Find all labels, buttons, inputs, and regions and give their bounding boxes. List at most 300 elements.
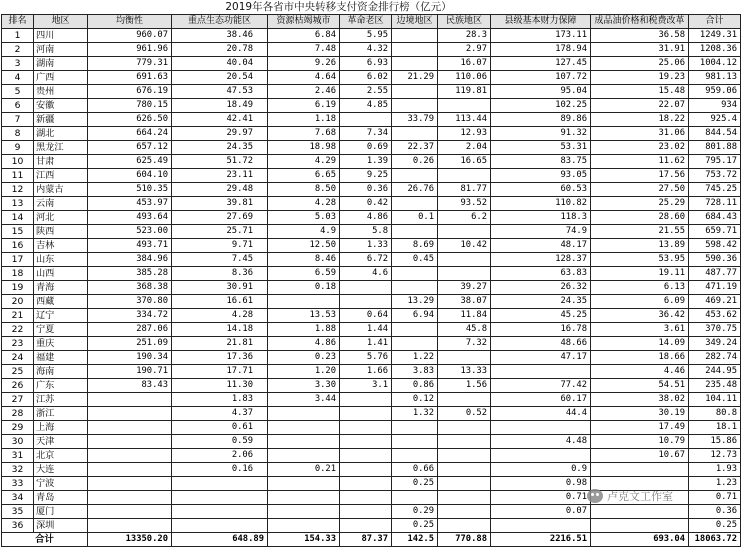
table-row bbox=[2, 351, 741, 365]
region-cell: 西藏 bbox=[34, 295, 88, 309]
total-cell: 770.88 bbox=[438, 533, 491, 547]
table-row bbox=[2, 253, 741, 267]
table-row bbox=[2, 505, 741, 519]
value-cell: 13.33 bbox=[438, 365, 491, 379]
value-cell bbox=[340, 407, 392, 421]
value-cell: 8.46 bbox=[268, 253, 340, 267]
value-cell: 16.78 bbox=[491, 323, 591, 337]
value-cell: 25.71 bbox=[172, 225, 268, 239]
value-cell: 22.37 bbox=[392, 141, 438, 155]
value-cell bbox=[340, 519, 392, 533]
value-cell: 11.62 bbox=[591, 155, 689, 169]
value-cell: 0.18 bbox=[268, 281, 340, 295]
value-cell: 13.89 bbox=[591, 239, 689, 253]
value-cell: 0.1 bbox=[392, 211, 438, 225]
value-cell: 4.64 bbox=[268, 71, 340, 85]
region-cell: 青岛 bbox=[34, 491, 88, 505]
rank-cell: 10 bbox=[2, 155, 34, 169]
region-cell: 吉林 bbox=[34, 239, 88, 253]
value-cell: 173.11 bbox=[491, 29, 591, 43]
rank-cell: 25 bbox=[2, 365, 34, 379]
value-cell: 934 bbox=[689, 99, 741, 113]
value-cell: 190.71 bbox=[88, 365, 172, 379]
rank-cell: 9 bbox=[2, 141, 34, 155]
value-cell: 0.07 bbox=[491, 505, 591, 519]
total-row bbox=[2, 533, 741, 547]
value-cell bbox=[268, 519, 340, 533]
value-cell: 6.94 bbox=[392, 309, 438, 323]
column-header: 资源枯竭城市 bbox=[268, 15, 340, 29]
value-cell bbox=[438, 463, 491, 477]
value-cell: 95.04 bbox=[491, 85, 591, 99]
value-cell: 20.54 bbox=[172, 71, 268, 85]
region-cell: 宁夏 bbox=[34, 323, 88, 337]
rank-cell: 14 bbox=[2, 211, 34, 225]
table-row bbox=[2, 323, 741, 337]
value-cell: 23.02 bbox=[591, 141, 689, 155]
region-cell: 辽宁 bbox=[34, 309, 88, 323]
value-cell: 0.29 bbox=[392, 505, 438, 519]
page-title: 2019年各省市中央转移支付资金排行榜（亿元） bbox=[225, 1, 452, 13]
value-cell: 93.05 bbox=[491, 169, 591, 183]
value-cell bbox=[88, 519, 172, 533]
value-cell: 0.98 bbox=[491, 477, 591, 491]
value-cell: 453.62 bbox=[689, 309, 741, 323]
value-cell: 30.91 bbox=[172, 281, 268, 295]
value-cell bbox=[172, 491, 268, 505]
table-row bbox=[2, 29, 741, 43]
value-cell bbox=[491, 519, 591, 533]
value-cell: 3.83 bbox=[392, 365, 438, 379]
value-cell: 178.94 bbox=[491, 43, 591, 57]
value-cell: 4.46 bbox=[591, 365, 689, 379]
value-cell: 113.44 bbox=[438, 113, 491, 127]
value-cell bbox=[340, 491, 392, 505]
value-cell: 74.9 bbox=[491, 225, 591, 239]
value-cell: 1.20 bbox=[268, 365, 340, 379]
value-cell: 77.42 bbox=[491, 379, 591, 393]
table-row bbox=[2, 393, 741, 407]
value-cell bbox=[438, 169, 491, 183]
column-header: 边境地区 bbox=[392, 15, 438, 29]
value-cell bbox=[392, 29, 438, 43]
value-cell bbox=[438, 421, 491, 435]
value-cell: 8.69 bbox=[392, 239, 438, 253]
table-row bbox=[2, 239, 741, 253]
region-cell: 湖北 bbox=[34, 127, 88, 141]
region-cell: 河南 bbox=[34, 43, 88, 57]
value-cell: 6.59 bbox=[268, 267, 340, 281]
value-cell bbox=[268, 505, 340, 519]
rank-cell: 11 bbox=[2, 169, 34, 183]
column-header: 县级基本财力保障 bbox=[491, 15, 591, 29]
value-cell: 728.11 bbox=[689, 197, 741, 211]
value-cell: 753.72 bbox=[689, 169, 741, 183]
value-cell: 4.86 bbox=[340, 211, 392, 225]
value-cell: 28.60 bbox=[591, 211, 689, 225]
value-cell: 33.79 bbox=[392, 113, 438, 127]
value-cell: 523.00 bbox=[88, 225, 172, 239]
rank-cell: 8 bbox=[2, 127, 34, 141]
value-cell bbox=[438, 253, 491, 267]
rank-cell: 4 bbox=[2, 71, 34, 85]
value-cell: 80.8 bbox=[689, 407, 741, 421]
value-cell: 453.97 bbox=[88, 197, 172, 211]
value-cell: 9.71 bbox=[172, 239, 268, 253]
column-header: 成品油价格和税费改革 bbox=[591, 15, 689, 29]
value-cell bbox=[392, 169, 438, 183]
value-cell: 18.22 bbox=[591, 113, 689, 127]
value-cell: 664.24 bbox=[88, 127, 172, 141]
value-cell bbox=[392, 99, 438, 113]
region-cell: 云南 bbox=[34, 197, 88, 211]
rank-cell: 28 bbox=[2, 407, 34, 421]
value-cell: 19.23 bbox=[591, 71, 689, 85]
value-cell: 20.78 bbox=[172, 43, 268, 57]
column-header: 革命老区 bbox=[340, 15, 392, 29]
region-cell: 甘肃 bbox=[34, 155, 88, 169]
value-cell: 4.28 bbox=[268, 197, 340, 211]
value-cell: 5.95 bbox=[340, 29, 392, 43]
value-cell: 7.68 bbox=[268, 127, 340, 141]
column-header: 均衡性 bbox=[88, 15, 172, 29]
rank-cell: 21 bbox=[2, 309, 34, 323]
table-row bbox=[2, 85, 741, 99]
table-row bbox=[2, 337, 741, 351]
value-cell: 0.25 bbox=[689, 519, 741, 533]
value-cell: 1.32 bbox=[392, 407, 438, 421]
value-cell: 4.48 bbox=[491, 435, 591, 449]
value-cell: 626.50 bbox=[88, 113, 172, 127]
value-cell bbox=[392, 197, 438, 211]
value-cell: 6.2 bbox=[438, 211, 491, 225]
value-cell: 47.17 bbox=[491, 351, 591, 365]
value-cell: 39.81 bbox=[172, 197, 268, 211]
rank-cell: 18 bbox=[2, 267, 34, 281]
value-cell: 190.34 bbox=[88, 351, 172, 365]
table-row bbox=[2, 379, 741, 393]
value-cell bbox=[392, 85, 438, 99]
column-header: 民族地区 bbox=[438, 15, 491, 29]
table-row bbox=[2, 127, 741, 141]
value-cell bbox=[172, 519, 268, 533]
value-cell: 40.04 bbox=[172, 57, 268, 71]
value-cell: 23.11 bbox=[172, 169, 268, 183]
value-cell: 659.71 bbox=[689, 225, 741, 239]
value-cell: 625.49 bbox=[88, 155, 172, 169]
value-cell: 779.31 bbox=[88, 57, 172, 71]
value-cell: 17.49 bbox=[591, 421, 689, 435]
value-cell bbox=[88, 491, 172, 505]
value-cell bbox=[340, 393, 392, 407]
table-row bbox=[2, 169, 741, 183]
value-cell: 385.28 bbox=[88, 267, 172, 281]
table-row bbox=[2, 519, 741, 533]
value-cell bbox=[438, 449, 491, 463]
table-row bbox=[2, 449, 741, 463]
value-cell: 844.54 bbox=[689, 127, 741, 141]
value-cell: 2.04 bbox=[438, 141, 491, 155]
value-cell: 10.79 bbox=[591, 435, 689, 449]
value-cell: 6.72 bbox=[340, 253, 392, 267]
value-cell: 691.63 bbox=[88, 71, 172, 85]
value-cell: 36.42 bbox=[591, 309, 689, 323]
value-cell: 487.77 bbox=[689, 267, 741, 281]
value-cell: 51.72 bbox=[172, 155, 268, 169]
value-cell: 89.86 bbox=[491, 113, 591, 127]
table-row bbox=[2, 113, 741, 127]
value-cell: 0.52 bbox=[438, 407, 491, 421]
rank-cell: 35 bbox=[2, 505, 34, 519]
value-cell bbox=[172, 477, 268, 491]
table-row bbox=[2, 267, 741, 281]
table-row bbox=[2, 155, 741, 169]
rank-cell: 33 bbox=[2, 477, 34, 491]
value-cell: 469.21 bbox=[689, 295, 741, 309]
value-cell: 510.35 bbox=[88, 183, 172, 197]
value-cell: 31.06 bbox=[591, 127, 689, 141]
value-cell bbox=[438, 225, 491, 239]
region-cell: 青海 bbox=[34, 281, 88, 295]
rank-cell: 17 bbox=[2, 253, 34, 267]
table-body bbox=[2, 29, 741, 533]
total-cell: 142.5 bbox=[392, 533, 438, 547]
value-cell: 81.77 bbox=[438, 183, 491, 197]
value-cell: 251.09 bbox=[88, 337, 172, 351]
region-cell: 湖南 bbox=[34, 57, 88, 71]
value-cell: 9.26 bbox=[268, 57, 340, 71]
value-cell: 657.12 bbox=[88, 141, 172, 155]
rank-cell: 5 bbox=[2, 85, 34, 99]
value-cell: 1.83 bbox=[172, 393, 268, 407]
value-cell: 44.4 bbox=[491, 407, 591, 421]
value-cell: 45.25 bbox=[491, 309, 591, 323]
value-cell: 3.30 bbox=[268, 379, 340, 393]
value-cell: 53.31 bbox=[491, 141, 591, 155]
region-cell: 福建 bbox=[34, 351, 88, 365]
value-cell: 12.73 bbox=[689, 449, 741, 463]
value-cell: 7.32 bbox=[438, 337, 491, 351]
value-cell: 0.42 bbox=[340, 197, 392, 211]
value-cell bbox=[392, 449, 438, 463]
table-row bbox=[2, 463, 741, 477]
value-cell: 384.96 bbox=[88, 253, 172, 267]
value-cell bbox=[88, 505, 172, 519]
value-cell: 38.46 bbox=[172, 29, 268, 43]
value-cell bbox=[392, 127, 438, 141]
region-cell: 浙江 bbox=[34, 407, 88, 421]
value-cell: 1.22 bbox=[392, 351, 438, 365]
value-cell: 6.65 bbox=[268, 169, 340, 183]
value-cell: 1208.36 bbox=[689, 43, 741, 57]
rank-cell: 12 bbox=[2, 183, 34, 197]
value-cell bbox=[88, 393, 172, 407]
value-cell: 0.45 bbox=[392, 253, 438, 267]
value-cell: 91.32 bbox=[491, 127, 591, 141]
region-cell: 四川 bbox=[34, 29, 88, 43]
value-cell bbox=[491, 365, 591, 379]
rank-cell: 26 bbox=[2, 379, 34, 393]
rank-cell: 34 bbox=[2, 491, 34, 505]
region-cell: 江苏 bbox=[34, 393, 88, 407]
value-cell: 1.18 bbox=[268, 113, 340, 127]
value-cell bbox=[392, 421, 438, 435]
table-row bbox=[2, 211, 741, 225]
rank-cell: 7 bbox=[2, 113, 34, 127]
value-cell: 2.55 bbox=[340, 85, 392, 99]
region-cell: 厦门 bbox=[34, 505, 88, 519]
value-cell bbox=[340, 295, 392, 309]
value-cell bbox=[88, 407, 172, 421]
value-cell: 6.93 bbox=[340, 57, 392, 71]
value-cell: 18.49 bbox=[172, 99, 268, 113]
value-cell: 25.29 bbox=[591, 197, 689, 211]
value-cell: 15.48 bbox=[591, 85, 689, 99]
value-cell bbox=[172, 505, 268, 519]
value-cell: 6.84 bbox=[268, 29, 340, 43]
value-cell: 0.64 bbox=[340, 309, 392, 323]
value-cell: 5.8 bbox=[340, 225, 392, 239]
value-cell: 27.69 bbox=[172, 211, 268, 225]
table-row bbox=[2, 71, 741, 85]
value-cell bbox=[438, 505, 491, 519]
region-cell: 重庆 bbox=[34, 337, 88, 351]
value-cell: 244.95 bbox=[689, 365, 741, 379]
value-cell: 16.61 bbox=[172, 295, 268, 309]
value-cell: 334.72 bbox=[88, 309, 172, 323]
watermark-text: 卢克文工作室 bbox=[607, 490, 673, 503]
value-cell: 11.84 bbox=[438, 309, 491, 323]
value-cell: 0.26 bbox=[392, 155, 438, 169]
region-cell: 深圳 bbox=[34, 519, 88, 533]
total-cell: 154.33 bbox=[268, 533, 340, 547]
value-cell: 21.55 bbox=[591, 225, 689, 239]
region-cell: 新疆 bbox=[34, 113, 88, 127]
rank-cell: 13 bbox=[2, 197, 34, 211]
value-cell: 0.9 bbox=[491, 463, 591, 477]
value-cell: 0.69 bbox=[340, 141, 392, 155]
total-label: 合计 bbox=[2, 533, 88, 547]
value-cell bbox=[591, 519, 689, 533]
value-cell bbox=[438, 477, 491, 491]
value-cell: 9.25 bbox=[340, 169, 392, 183]
region-cell: 江西 bbox=[34, 169, 88, 183]
value-cell bbox=[491, 421, 591, 435]
value-cell: 0.12 bbox=[392, 393, 438, 407]
table-header bbox=[2, 15, 741, 29]
value-cell: 10.67 bbox=[591, 449, 689, 463]
value-cell bbox=[591, 463, 689, 477]
value-cell: 0.71 bbox=[689, 491, 741, 505]
region-cell: 河北 bbox=[34, 211, 88, 225]
rank-cell: 15 bbox=[2, 225, 34, 239]
value-cell: 48.17 bbox=[491, 239, 591, 253]
value-cell bbox=[340, 113, 392, 127]
value-cell: 21.81 bbox=[172, 337, 268, 351]
value-cell bbox=[438, 267, 491, 281]
value-cell: 18.98 bbox=[268, 141, 340, 155]
wechat-icon bbox=[587, 489, 603, 503]
value-cell: 0.21 bbox=[268, 463, 340, 477]
value-cell: 1.33 bbox=[340, 239, 392, 253]
value-cell: 4.6 bbox=[340, 267, 392, 281]
value-cell: 1.93 bbox=[689, 463, 741, 477]
region-cell: 宁波 bbox=[34, 477, 88, 491]
value-cell: 12.93 bbox=[438, 127, 491, 141]
value-cell bbox=[268, 407, 340, 421]
region-cell: 山东 bbox=[34, 253, 88, 267]
value-cell: 604.10 bbox=[88, 169, 172, 183]
value-cell: 28.3 bbox=[438, 29, 491, 43]
value-cell: 4.32 bbox=[340, 43, 392, 57]
value-cell: 107.72 bbox=[491, 71, 591, 85]
table-row bbox=[2, 309, 741, 323]
value-cell: 93.52 bbox=[438, 197, 491, 211]
value-cell: 0.25 bbox=[392, 477, 438, 491]
value-cell: 54.51 bbox=[591, 379, 689, 393]
value-cell: 128.37 bbox=[491, 253, 591, 267]
value-cell: 45.8 bbox=[438, 323, 491, 337]
table-row bbox=[2, 197, 741, 211]
total-cell: 13350.20 bbox=[88, 533, 172, 547]
value-cell: 119.81 bbox=[438, 85, 491, 99]
rank-cell: 31 bbox=[2, 449, 34, 463]
table-row bbox=[2, 421, 741, 435]
value-cell: 925.4 bbox=[689, 113, 741, 127]
value-cell: 110.82 bbox=[491, 197, 591, 211]
rank-cell: 1 bbox=[2, 29, 34, 43]
value-cell: 981.13 bbox=[689, 71, 741, 85]
value-cell bbox=[438, 435, 491, 449]
value-cell: 235.48 bbox=[689, 379, 741, 393]
value-cell bbox=[392, 225, 438, 239]
total-cell: 2216.51 bbox=[491, 533, 591, 547]
value-cell: 31.91 bbox=[591, 43, 689, 57]
region-cell: 安徽 bbox=[34, 99, 88, 113]
table-row bbox=[2, 225, 741, 239]
region-cell: 上海 bbox=[34, 421, 88, 435]
value-cell: 6.09 bbox=[591, 295, 689, 309]
rank-cell: 30 bbox=[2, 435, 34, 449]
value-cell: 14.09 bbox=[591, 337, 689, 351]
value-cell: 471.19 bbox=[689, 281, 741, 295]
value-cell: 29.97 bbox=[172, 127, 268, 141]
value-cell bbox=[591, 505, 689, 519]
value-cell: 780.15 bbox=[88, 99, 172, 113]
rank-cell: 23 bbox=[2, 337, 34, 351]
value-cell bbox=[268, 421, 340, 435]
region-cell: 广西 bbox=[34, 71, 88, 85]
value-cell: 0.59 bbox=[172, 435, 268, 449]
value-cell: 7.48 bbox=[268, 43, 340, 57]
value-cell: 127.45 bbox=[491, 57, 591, 71]
value-cell: 2.06 bbox=[172, 449, 268, 463]
table-row bbox=[2, 435, 741, 449]
value-cell: 30.19 bbox=[591, 407, 689, 421]
value-cell: 22.07 bbox=[591, 99, 689, 113]
value-cell bbox=[392, 43, 438, 57]
table-row bbox=[2, 57, 741, 71]
value-cell: 48.66 bbox=[491, 337, 591, 351]
rank-cell: 27 bbox=[2, 393, 34, 407]
value-cell bbox=[88, 463, 172, 477]
value-cell: 1004.12 bbox=[689, 57, 741, 71]
value-cell: 0.23 bbox=[268, 351, 340, 365]
value-cell: 42.41 bbox=[172, 113, 268, 127]
value-cell bbox=[438, 491, 491, 505]
value-cell bbox=[392, 491, 438, 505]
value-cell: 8.50 bbox=[268, 183, 340, 197]
